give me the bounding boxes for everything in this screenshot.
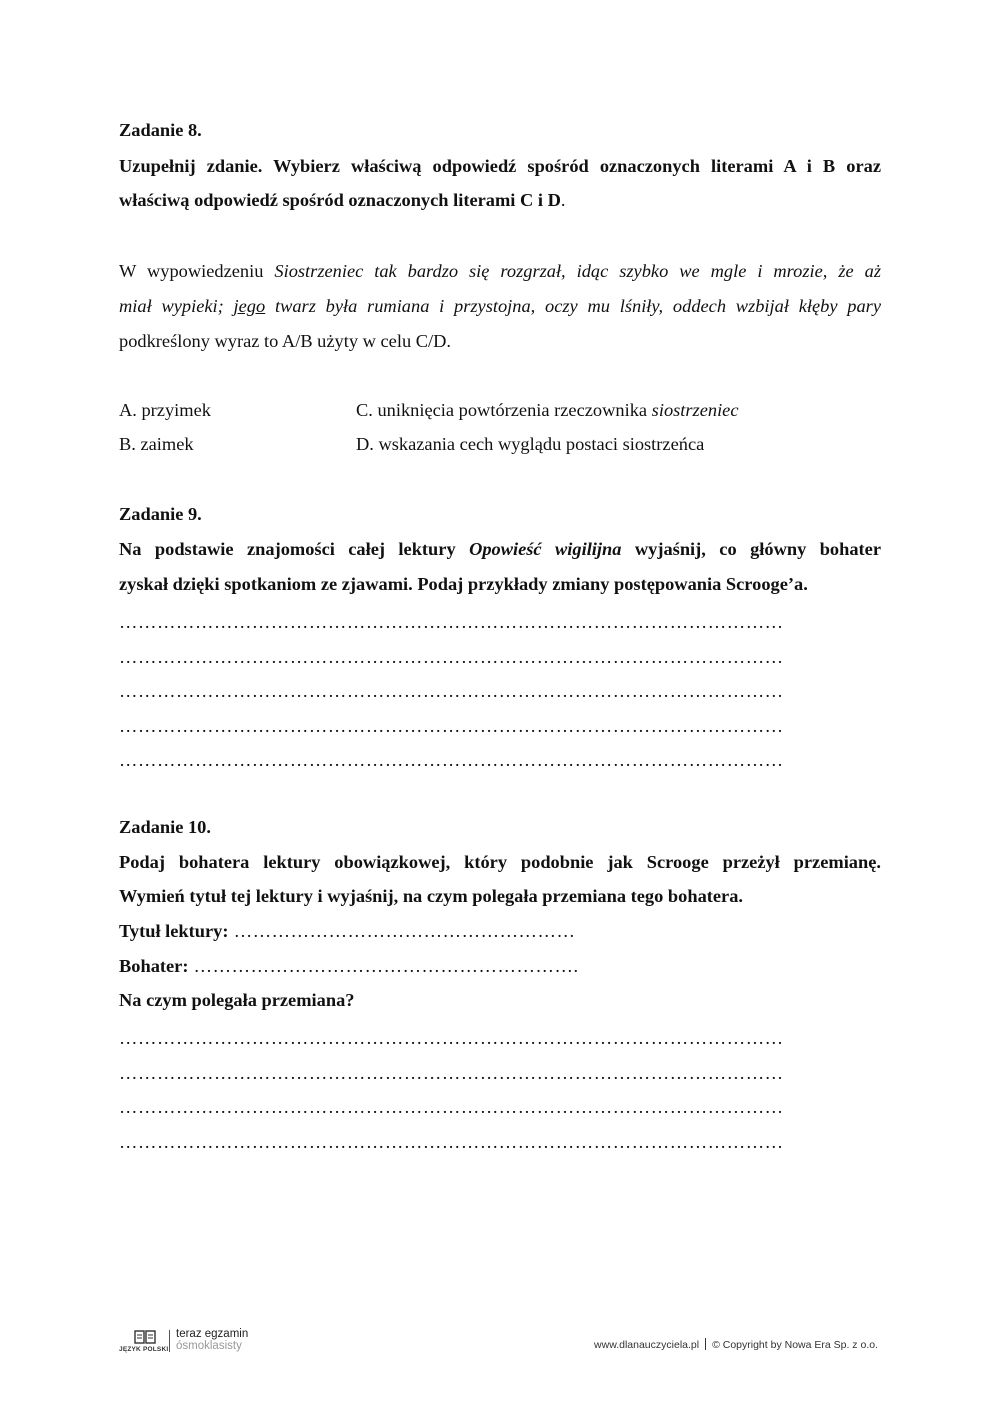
brand-line2: ósmoklasisty bbox=[176, 1340, 242, 1352]
answer-line[interactable]: …………………………………………………………………………………………… bbox=[119, 647, 784, 667]
book-title: Opowieść wigilijna bbox=[469, 539, 622, 559]
footer-credits bbox=[594, 1338, 878, 1351]
answer-line[interactable]: …………………………………………………………………………………………… bbox=[119, 1028, 784, 1048]
option-c-text: C. uniknięcia powtórzenia rzeczownika bbox=[356, 400, 652, 420]
answer-line[interactable]: …………………………………………………………………………………………… bbox=[119, 1063, 784, 1083]
task8-instruction-line2-text: właściwą odpowiedź spośród oznaczonych literami C i D bbox=[119, 190, 561, 210]
task8-quote-part2: miał wypieki; bbox=[119, 296, 234, 316]
task10-line2: Wymień tytuł tej lektury i wyjaśnij, na czym polegała przemiana tego bohatera. bbox=[119, 886, 744, 906]
option-d: D. wskazania cech wyglądu postaci siostrzeńca bbox=[356, 434, 705, 454]
task9-heading: Zadanie 9. bbox=[119, 504, 202, 524]
task8-instruction-line2 bbox=[119, 188, 881, 212]
copyright-text: © Copyright by Nowa Era Sp. z o.o. bbox=[712, 1339, 878, 1351]
task9-line1-a: Na podstawie znajomości całej lektury bbox=[119, 539, 470, 559]
answer-line[interactable]: …………………………………………………………………………………………… bbox=[119, 681, 784, 701]
task8-sentence-line2 bbox=[119, 294, 881, 318]
option-c bbox=[356, 398, 739, 422]
publisher-logo bbox=[119, 1328, 319, 1356]
footer-divider bbox=[705, 1338, 706, 1350]
brand-line1: teraz egzamin bbox=[176, 1328, 249, 1340]
answer-line[interactable]: …………………………………………………………………………………………… bbox=[119, 1132, 784, 1152]
logo-subtitle: JĘZYK POLSKI bbox=[119, 1346, 169, 1353]
hero-field[interactable] bbox=[119, 954, 881, 978]
option-a: A. przyimek bbox=[119, 400, 211, 420]
hero-label: Bohater: bbox=[119, 956, 189, 976]
logo-divider bbox=[169, 1330, 170, 1352]
book-icon bbox=[134, 1330, 156, 1344]
website-link[interactable]: www.dlanauczyciela.pl bbox=[594, 1339, 700, 1351]
task8-sentence-line3: podkreślony wyraz to A/B użyty w celu C/D. bbox=[119, 331, 452, 351]
task10-question: Na czym polegała przemiana? bbox=[119, 990, 355, 1010]
task10-line1: Podaj bohatera lektury obowiązkowej, który podobnie jak Scrooge przeżył przemianę. bbox=[119, 852, 881, 872]
task8-quote-part3: twarz była rumiana i przystojna, oczy mu lśniły, oddech wzbijał kłęby pary bbox=[265, 296, 881, 316]
title-answer-dots[interactable]: ……………………………………………… bbox=[228, 921, 576, 941]
answer-line[interactable]: …………………………………………………………………………………………… bbox=[119, 1097, 784, 1117]
task8-instruction-line2-end: . bbox=[560, 190, 566, 210]
task8-heading: Zadanie 8. bbox=[119, 120, 202, 140]
task8-sentence-intro: W wypowiedzeniu bbox=[119, 261, 275, 281]
answer-line[interactable]: …………………………………………………………………………………………… bbox=[119, 716, 784, 736]
answer-line[interactable]: …………………………………………………………………………………………… bbox=[119, 750, 784, 770]
task8-instruction-line1: Uzupełnij zdanie. Wybierz właściwą odpowiedź spośród oznaczonych literami A i B oraz bbox=[119, 156, 881, 176]
task9-line1 bbox=[119, 537, 881, 561]
title-field[interactable] bbox=[119, 919, 881, 943]
title-label: Tytuł lektury: bbox=[119, 921, 229, 941]
task9-line2: zyskał dzięki spotkaniom ze zjawami. Podaj przykłady zmiany postępowania Scrooge’a. bbox=[119, 574, 808, 594]
underlined-word: jego bbox=[233, 296, 266, 316]
option-b: B. zaimek bbox=[119, 434, 194, 454]
answer-line[interactable]: …………………………………………………………………………………………… bbox=[119, 612, 784, 632]
option-c-italic: siostrzeniec bbox=[651, 400, 739, 420]
task8-sentence-line1 bbox=[119, 259, 881, 283]
task8-quote-part1: Siostrzeniec tak bardzo się rozgrzał, idąc szybko we mgle i mrozie, że aż bbox=[274, 261, 881, 281]
task10-heading: Zadanie 10. bbox=[119, 817, 211, 837]
task9-line1-b: wyjaśnij, co główny bohater bbox=[621, 539, 881, 559]
hero-answer-dots[interactable]: ……………………………………………………. bbox=[188, 956, 579, 976]
